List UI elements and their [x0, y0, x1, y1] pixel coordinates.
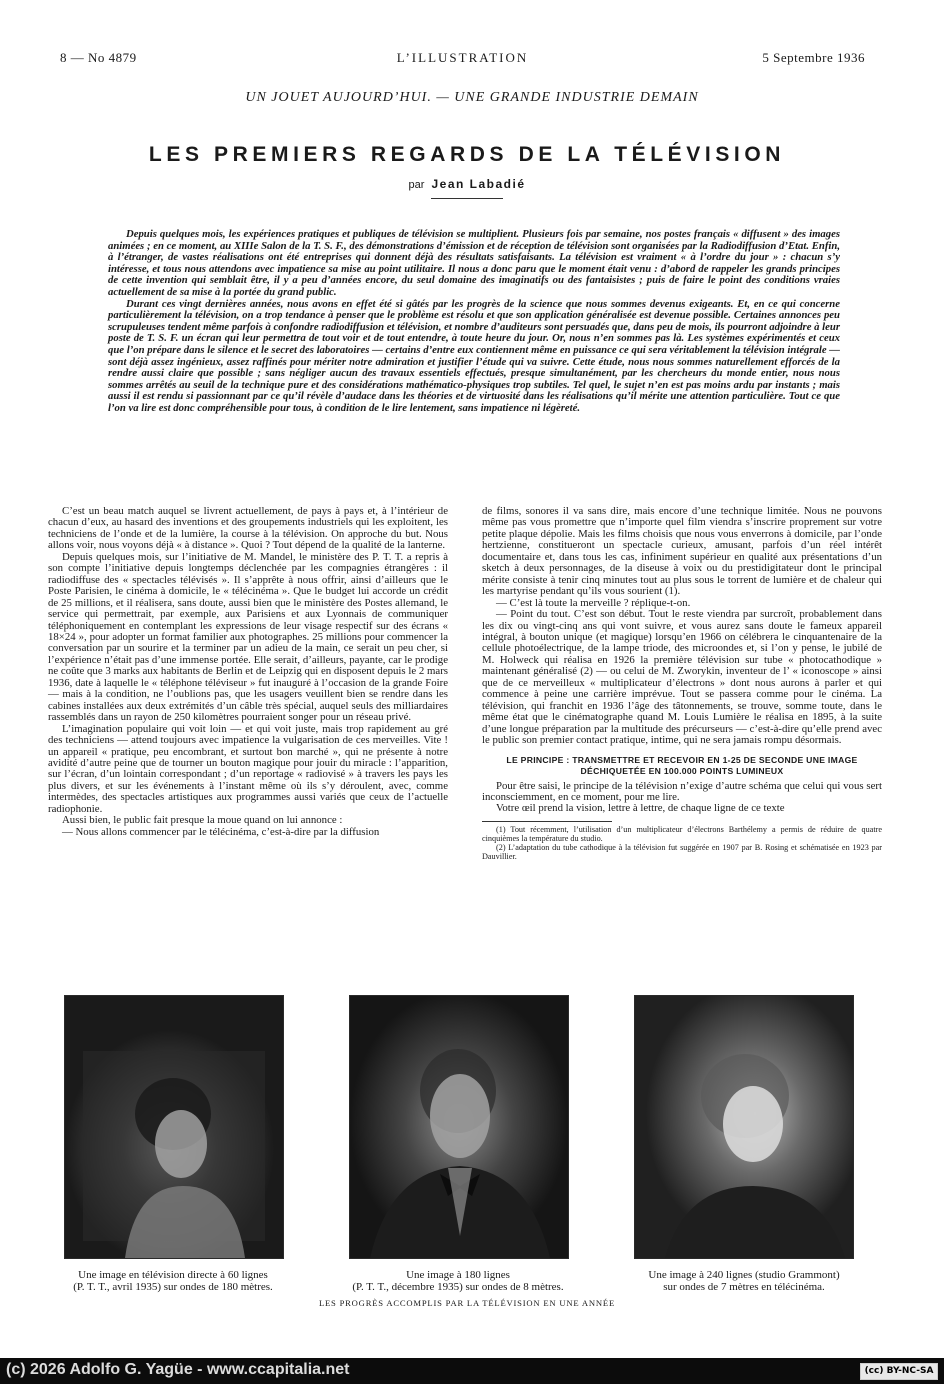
photo-man-180-lines [349, 995, 569, 1259]
portrait-silhouette-icon [635, 996, 853, 1258]
body-paragraph: C’est un beau match auquel se livrent actuellement, de pays à pays et, à l’intérieur de chacun d’eux, au hasard des inventions et des groupements industriels qui les exploitent, les techniciens de l’onde et de la lumière, la course à la télévision. On approche du but. Nous allons voir, nous voyons déjà « à distance ». Quoi ? Tout dépend de la qualité de la lanterne. [48, 505, 448, 552]
photo-caption [50, 1269, 296, 1293]
copyright-footer [0, 1358, 944, 1384]
photo-caption [330, 1269, 586, 1293]
article-title: LES PREMIERS REGARDS DE LA TÉLÉVISION [148, 143, 786, 166]
kicker: UN JOUET AUJOURD’HUI. — UNE GRANDE INDUSTRIE DEMAIN [245, 90, 699, 105]
footnote: (1) Tout récemment, l’utilisation d’un multiplicateur d’électrons Barthélemy a permis de réduire de quatre cinquièmes la température du studio. [482, 824, 882, 843]
title-rule [431, 198, 503, 199]
caption-line: sur ondes de 7 mètres en télécinéma. [663, 1281, 825, 1293]
caption-line: (P. T. T., avril 1935) sur ondes de 180 mètres. [73, 1281, 273, 1293]
copyright-text: (c) 2026 Adolfo G. Yagüe - www.ccapitalia.net [6, 1361, 350, 1378]
body-paragraph: — Point du tout. C’est son début. Tout le reste viendra par surcroît, probablement dans les dix ou vingt-cinq ans qui vont suivre, et vous aurez sans doute le fameux appareil intégral, à bouton unique (et magique) lorsqu’en 1966 on célébrera le cinquantenaire de la cellule photoélectrique, de la lampe triode, des microondes et, si l’on y pense, le jubilé de M. Holweck qui réalisa en 1926 la première télévision sur tube « photocathodique » maintenant généralisé (2) — ou celui de M. Zworykin, inventeur de l’ « iconoscope » ainsi que de ce merveilleux « multiplicateur d’électrons » dont nous aurons à parler et qui commence à peine une carrière imprévue. Tout se passera comme pour le cinéma. La télévision, qui franchit en 1936 l’âge des tâtonnements, se trouve, somme toute, dans le même état que le cinématographe quand M. Louis Lumière le réalisa en 1895, à la suite d’une longue préparation par la multitude des précurseurs — c’est-à-dire qu’elle prend avec le public son premier contact pratique, intime, qui ne sera jamais rompu désormais. [482, 608, 882, 747]
chapeau-paragraph: Depuis quelques mois, les expériences pratiques et publiques de télévision se multiplient. Plusieurs fois par semaine, nos postes français « diffusent » des images animées ; en ce moment, au XIIIe Salon de la T. S. F., des démonstrations d’émission et de réception de télévision sont organisées par la Radiodiffusion d’Etat. Enfin, à l’étranger, de vastes réalisations ont été entreprises qui donnent déjà des résultats satisfaisants. La télévision est vraiment « à l’ordre du jour » : chacun s’y intéresse, et tous nous attendons avec impatience sa mise au point utilitaire. Il nous a donc paru que le moment était venu : d’abord de rappeler les grands principes de cette invention qui semblait être, il y a peu d’années encore, du seul domaine des imaginatifs ou des fantaisistes ; puis de faire le point des conditions vraies actuellement de sa mise à la portée du grand public. [108, 228, 840, 298]
caption-line: Une image à 180 lignes [406, 1269, 510, 1281]
photo-woman-60-lines [64, 995, 284, 1259]
body-paragraph: de films, sonores il va sans dire, mais encore d’une technique limitée. Nous ne pouvons même pas vous promettre que n’importe quel film viendra s’inscrire proprement sur votre petite plaque dépolie. Mais les films choisis que nous vous enverrons à domicile, par l’onde hertzienne, constitueront un spectacle curieux, amusant, parfois d’un réel intérêt documentaire et, dans tous les cas, infiniment supérieur en qualité aux présentations d’un sketch à deux personnages, de la diseuse à voix ou du prestidigitateur dont le principal mérite consiste à tenir cinq minutes tout au plus sous le torrent de lumière et de chaleur qui les martyrise pendant qu’ils vous sourient (1). [482, 505, 882, 598]
photo-woman-240-lines [634, 995, 854, 1259]
license-badge: (cc) BY-NC-SA [860, 1363, 938, 1380]
footnote: (2) L’adaptation du tube cathodique à la télévision fut suggérée en 1907 par B. Rosing et schématisée en 1923 par Dauvillier. [482, 842, 882, 861]
caption-line: Une image à 240 lignes (studio Grammont) [648, 1269, 840, 1281]
body-paragraph: Pour être saisi, le principe de la télévision n’exige d’autre schéma que celui qui vous sert inconsciemment, en ce moment, pour me lire. [482, 779, 882, 803]
body-paragraph: Aussi bien, le public fait presque la moue quand on lui annonce : [62, 814, 343, 827]
body-paragraph: L’imagination populaire qui voit loin — et qui voit juste, mais trop rapidement au gré des techniciens — attend toujours avec impatience la vulgarisation de ces merveilles. Vite ! un appareil « pratique, peu encombrant, et surtout bon marché », qui ne présente à notre avidité d’autre peine que de tourner un bouton magique pour jouir du miracle : l’apparition, sur l’écran, d’un lointain correspondant ; d’un reportage « radiovisé » à travers les pays les plus divers, et sur les événements à l’instant même où ils s’y déroulent, avec, comme intermèdes, des spectacles artistiques aux programmes aussi variés que ceux de l’actuelle radiophonie. [48, 722, 448, 815]
footnote-separator [482, 821, 612, 822]
byline-author: Jean Labadié [431, 177, 526, 191]
text-column-right [482, 506, 882, 861]
caption-line: (P. T. T., décembre 1935) sur ondes de 8 mètres. [352, 1281, 564, 1293]
body-paragraph: — Nous allons commencer par le télécinéma, c’est-à-dire par la diffusion [62, 825, 380, 838]
page-number: 8 — No 4879 [60, 50, 137, 65]
byline [0, 177, 934, 191]
body-paragraph: — C’est là toute la merveille ? réplique-t-on. [496, 596, 691, 609]
chapeau-paragraph: Durant ces vingt dernières années, nous avons en effet été si gâtés par les progrès de la science que nous sommes devenus exigeants. Et, en ce qui concerne particulièrement la télévision, on a trop tendance à penser que le problème est résolu et que son application généralisée est devenue possible. Certaines annonces peu scrupuleuses tendent même parfois à confondre radiodiffusion et télévision, et nombre d’auditeurs sont persuadés que, dans peu de mois, ils pourront adjoindre à leur poste de T. S. F. un écran qui leur permettra de tout voir et de tout entendre, à toute heure du jour. Or, nous n’en sommes pas là. Les systèmes expérimentés et ceux que l’on prépare dans le silence et le secret des laboratoires — certains d’entre eux contiennent même en puissance ce qui sera véritablement la télévision intégrale — sont déjà assez ingénieux, assez raffinés pour mériter notre admiration et justifier l’étude qui va suivre. Cette étude, nous nous sommes naturellement efforcés de la rendre aussi claire que possible ; sans négliger aucun des travaux essentiels effectués, presque simultanément, par les chercheurs du monde entier, nous nous sommes arrêtés au seuil de la technique pure et des considérations mathématico-physiques trop subtiles. Tel quel, le sujet n’en est pas moins ardu par instants ; mais aussi il est rendu si passionnant par ce qu’il révèle d’audace dans les théories et de virtuosité dans les réalisations qu’il mérite une attention particulière. Tout ce que l’on va lire est donc compréhensible pour tous, à condition de le lire lentement, sans impatience ni légèreté. [108, 297, 840, 414]
section-subhead: LE PRINCIPE : TRANSMETTRE ET RECEVOIR EN 1-25 DE SECONDE UNE IMAGE DÉCHIQUETÉE EN 100.000 POINTS LUMINEUX [506, 754, 858, 776]
portrait-silhouette-icon [65, 996, 283, 1258]
issue-date: 5 Septembre 1936 [762, 50, 865, 65]
caption-line: Une image en télévision directe à 60 lignes [78, 1269, 268, 1281]
portrait-silhouette-icon [350, 996, 568, 1258]
body-paragraph: Votre œil prend la vision, lettre à lettre, de chaque ligne de ce texte [496, 802, 785, 815]
chapeau [108, 229, 840, 415]
text-column-left [48, 506, 448, 838]
body-paragraph: Depuis quelques mois, sur l’initiative de M. Mandel, le ministère des P. T. T. a repris à son compte l’initiative depuis longtemps déclenchée par les compagnies étrangères : il radiodiffuse des « spectacles télévisés ». Il s’apprête à nous offrir, ainsi d’ailleurs que le Poste Parisien, le cinéma à domicile, le « télécinéma ». Que le budget lui accorde un crédit de 25 millions, et il réalisera, sans doute, aussi bien que le ministère des Postes allemand, le service qui permettrait, par exemple, aux Parisiens et aux Lyonnais de communiquer téléphoniquement en contemplant les expressions de leur visage respectif sur des écrans « 18×24 », pour adopter un format familier aux photographes. 25 millions pour commencer la conversation par un sourire et la terminer par un adieu de la main, ce serait un peu cher, si l’expérience n’était pas d’une immense portée. Elle serait, d’ailleurs, payante, car le prodige ne coûte que 3 marks aux habitants de Berlin et de Leipzig qui en disposent depuis le 2 mars 1936, date à laquelle le « téléphone téléviseur » fut inauguré à l’occasion de la grande Foire — mais à la condition, ne l’oublions pas, que les usagers veuillent bien se rendre dans les cabines installées aux deux extrémités d’un câble très spécial, auquel seuls des milliardaires rassemblés dans un rayon de 250 kilomètres pourraient songer pour un réseau privé. [48, 550, 448, 724]
running-header [60, 50, 865, 70]
photo-caption [610, 1269, 878, 1293]
magazine-title: L’ILLUSTRATION [396, 50, 529, 65]
figure-caption: LES PROGRÈS ACCOMPLIS PAR LA TÉLÉVISION EN UNE ANNÉE [318, 1298, 616, 1308]
byline-prefix: par [408, 179, 425, 191]
